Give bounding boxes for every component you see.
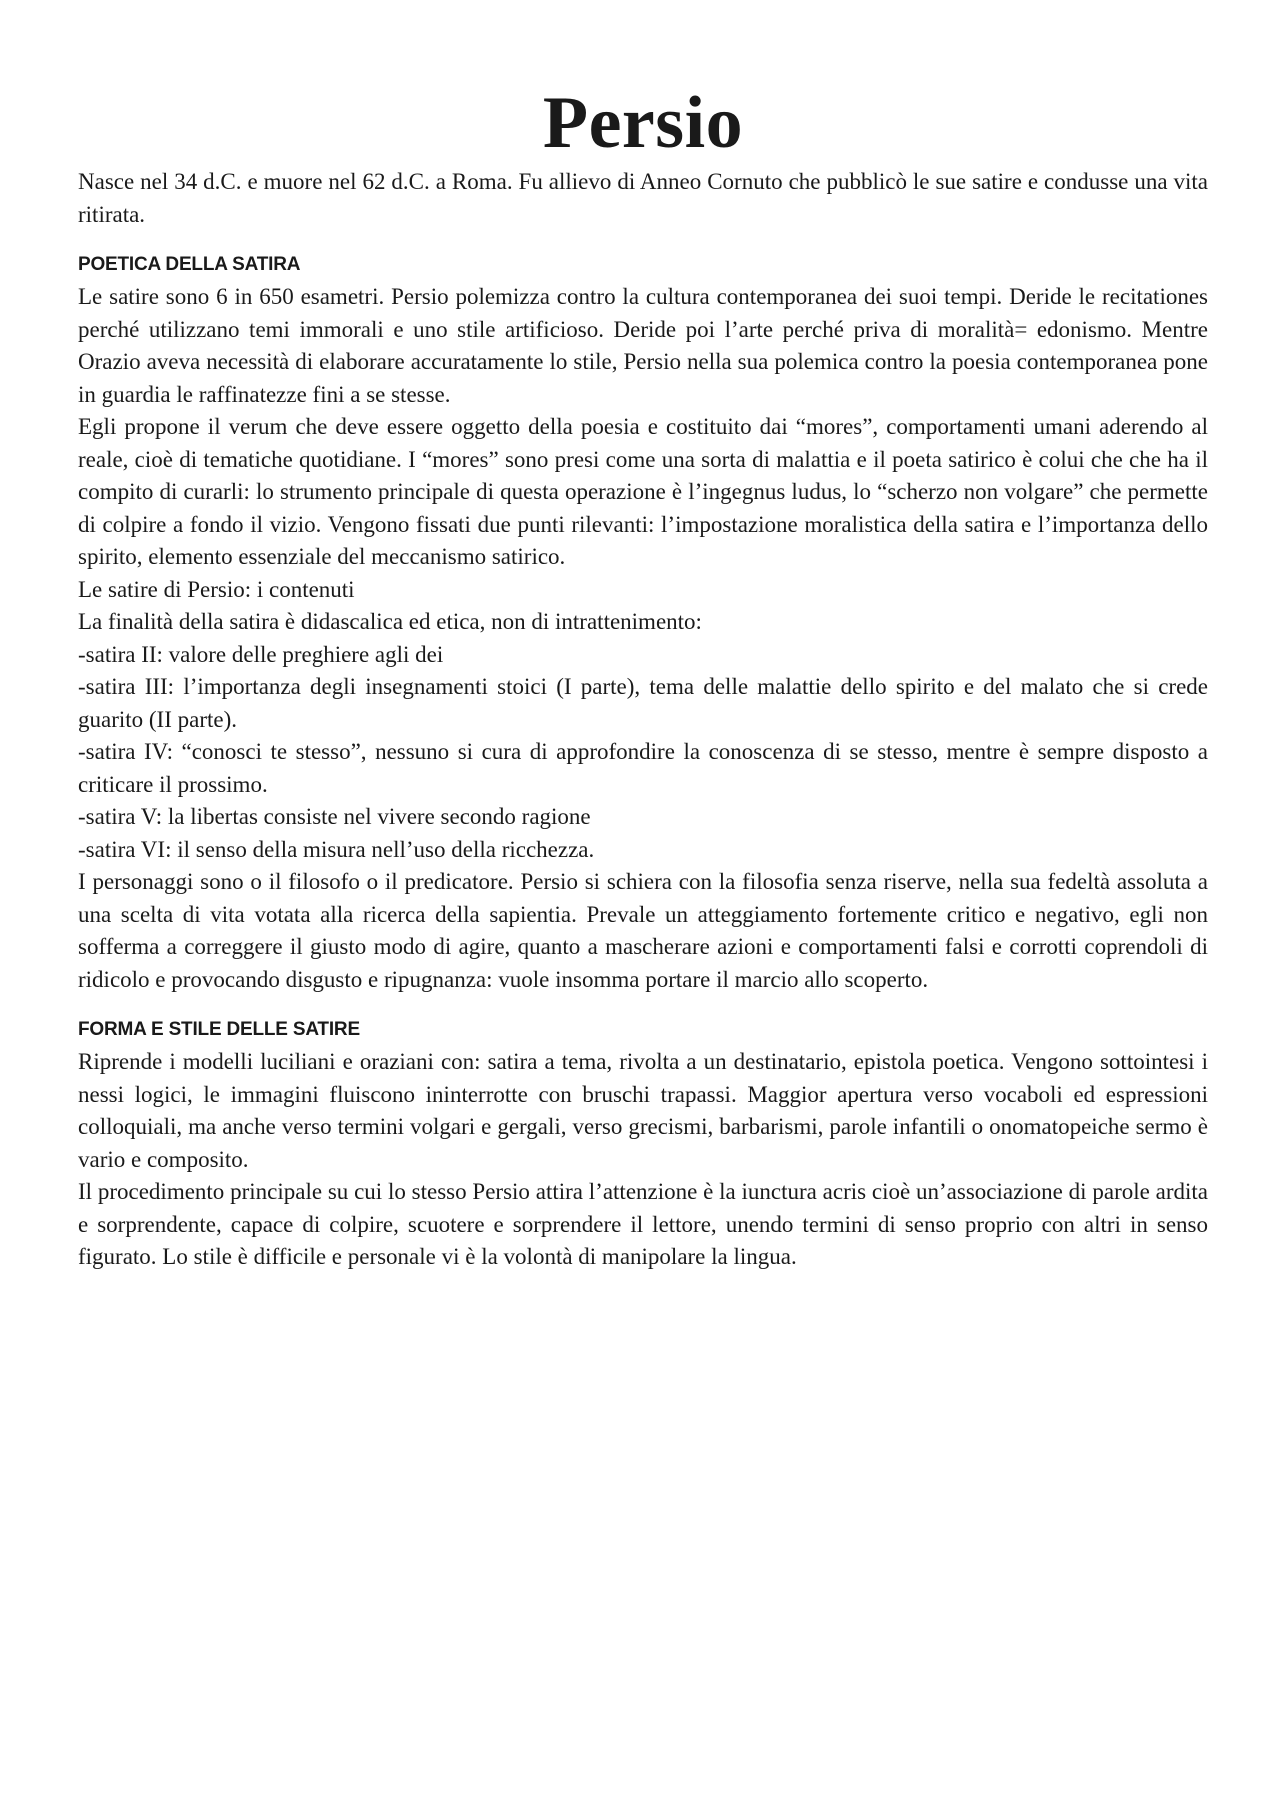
list-item: -satira III: l’importanza degli insegnamenti stoici (I parte), tema delle malattie dello spirito e del malato che si crede guarito (II parte). — [78, 674, 1208, 732]
paragraph-verum: Egli propone il verum che deve essere oggetto della poesia e costituito dai “mores”, comportamenti umani aderendo al reale, cioè di tematiche quotidiane. I “mores” sono presi come una sorta di malattia e il poeta satirico è colui che che ha il compito di curarli: lo strumento principale di questa operazione è l’ingegnus ludus, lo “scherzo non volgare” che permette di colpire a fondo il vizio. Vengono fissati due punti rilevanti: l’impostazione moralistica della satira e l’importanza dello spirito, elemento essenziale del meccanismo satirico. — [78, 414, 1208, 569]
paragraph-finalita: La finalità della satira è didascalica ed etica, non di intrattenimento: — [78, 609, 702, 634]
paragraph-satire-count: Le satire sono 6 in 650 esametri. Persio polemizza contro la cultura contemporanea dei suoi tempi. Deride le recitationes perché utilizzano temi immorali e uno stile artificioso. Deride poi l’arte perché priva di moralità= edonismo. Mentre Orazio aveva necessità di elaborare accuratamente lo stile, Persio nella sua polemica contro la poesia contemporanea pone in guardia le raffinatezze fini a se stesse. — [78, 284, 1208, 407]
paragraph-iunctura: Il procedimento principale su cui lo stesso Persio attira l’attenzione è la iunctura acris cioè un’associazione di parole ardita e sorprendente, capace di colpire, scuotere e sorprendere il lettore, unendo termini di senso proprio con altri in senso figurato. Lo stile è difficile e personale vi è la volontà di manipolare la lingua. — [78, 1179, 1208, 1269]
page-title: Persio — [542, 82, 744, 164]
list-item: -satira VI: il senso della misura nell’uso della ricchezza. — [78, 836, 595, 862]
paragraph-modelli: Riprende i modelli luciliani e oraziani con: satira a tema, rivolta a un destinatario, epistola poetica. Vengono sottointesi i nessi logici, le immagini fluiscono ininterrotte con bruschi trapassi. Maggior apertura verso vocaboli ed espressioni colloquiali, ma anche verso termini volgari e gergali, verso grecismi, barbarismi, parole infantili o onomatopeiche sermo è vario e composito. — [78, 1049, 1208, 1172]
paragraph-personaggi: I personaggi sono o il filosofo o il predicatore. Persio si schiera con la filosofia senza riserve, nella sua fedeltà assoluta a una scelta di vita votata alla ricerca della sapientia. Prevale un atteggiamento fortemente critico e negativo, egli non sofferma a correggere il giusto modo di agire, quanto a mascherare azioni e comportamenti falsi e corrotti coprendoli di ridicolo e provocando disgusto e ripugnanza: vuole insomma portare il marcio allo scoperto. — [78, 869, 1208, 992]
section-heading-forma-stile: FORMA E STILE DELLE SATIRE — [78, 1019, 360, 1040]
document-page — [78, 78, 1208, 1274]
list-item: -satira IV: “conosci te stesso”, nessuno si cura di approfondire la conoscenza di se stesso, mentre è sempre disposto a criticare il prossimo. — [78, 739, 1208, 797]
list-item: -satira V: la libertas consiste nel vivere secondo ragione — [78, 804, 591, 829]
paragraph-contenuti-heading: Le satire di Persio: i contenuti — [78, 576, 355, 602]
satire-list — [78, 639, 1208, 867]
list-item: -satira II: valore delle preghiere agli dei — [78, 641, 444, 667]
section-heading-poetica: POETICA DELLA SATIRA — [78, 254, 301, 275]
intro-paragraph: Nasce nel 34 d.C. e muore nel 62 d.C. a Roma. Fu allievo di Anneo Cornuto che pubblicò le sue satire e condusse una vita ritirata. — [78, 169, 1208, 227]
